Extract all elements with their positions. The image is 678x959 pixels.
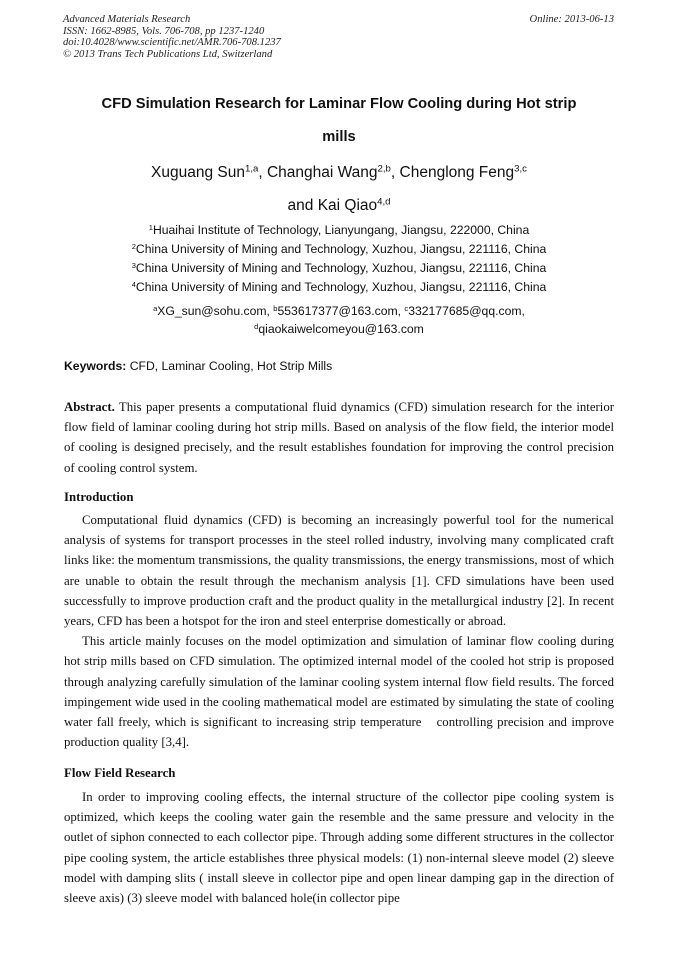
section-heading-flow-field: Flow Field Research [64, 766, 176, 780]
journal-header [63, 14, 281, 60]
author-separator: , [390, 164, 400, 181]
introduction-body [64, 510, 614, 752]
affiliation-sup: 1 [148, 222, 153, 232]
email-line-1 [30, 302, 648, 320]
affiliation-item [30, 240, 648, 259]
email-link[interactable]: 553617377@163.com, [277, 304, 405, 318]
author-name: Changhai Wang [266, 164, 378, 181]
author-list [30, 156, 648, 222]
email-sup: c [404, 303, 409, 313]
author-name: Chenglong Feng [399, 164, 515, 181]
affiliation-item [30, 221, 648, 240]
introduction-paragraph-2: This article mainly focuses on the model optimization and simulation of laminar flow cooling during hot strip mills based on CFD simulation. The optimized internal model of the cooled hot strip is proposed through analyzing carefully simulation of the laminar cooling system internal flow field results. The forced impingement wide used in the cooling mathematical model are estimated by simulating the state of cooling water fall freely, which is significant to increasing strip temperature controlling precision and improve production quality [3,4]. [64, 634, 614, 750]
email-link[interactable]: qiaokaiwelcomeyou@163.com [258, 322, 424, 336]
online-date: Online: 2013-06-13 [529, 14, 614, 25]
journal-copyright: © 2013 Trans Tech Publications Ltd, Switzerland [63, 48, 273, 60]
author-name: Kai Qiao [317, 197, 378, 214]
email-sup: a [153, 303, 158, 313]
email-link[interactable]: 332177685@qq.com, [408, 304, 525, 318]
journal-doi[interactable]: doi:10.4028/www.scientific.net/AMR.706-708.1237 [63, 37, 281, 49]
introduction-paragraph-1: Computational fluid dynamics (CFD) is becoming an increasingly powerful tool for the numerical analysis of systems for transport processes in the steel rolled industry, involving many complicated craft links like: the momentum transmissions, the quality transmissions, the energy transmissions, most of which are unable to obtain the result through the mechanism analysis [1]. CFD simulations have been used successfully to improve production craft and the product quality in the metallurgical industry [2]. In recent years, CFD has been a hotspot for the iron and steel enterprise domestically or abroad. [64, 513, 614, 629]
flow-field-body [64, 787, 614, 908]
keywords-text: CFD, Laminar Cooling, Hot Strip Mills [126, 359, 333, 373]
affiliation-sup: 3 [131, 260, 136, 270]
affiliation-item [30, 259, 648, 278]
affiliation-text: China University of Mining and Technology, Xuzhou, Jiangsu, 221116, China [135, 261, 547, 275]
email-list [30, 302, 648, 338]
paper-title-line-2: mills [322, 129, 356, 145]
abstract-paragraph [64, 397, 614, 478]
abstract-label: Abstract. [64, 400, 115, 414]
affiliation-sup: 2 [131, 241, 136, 251]
email-sup: d [254, 321, 259, 331]
affiliation-sup: 4 [131, 279, 136, 289]
affiliation-text: China University of Mining and Technology, Xuzhou, Jiangsu, 221116, China [135, 280, 547, 294]
author-affil-sup: 2,b [377, 163, 391, 175]
email-sup: b [273, 303, 278, 313]
journal-name: Advanced Materials Research [63, 14, 191, 25]
email-line-2 [30, 320, 648, 338]
section-heading-introduction: Introduction [64, 490, 134, 504]
flow-field-paragraph-1: In order to improving cooling effects, the internal structure of the collector pipe cooling system is optimized, which keeps the cooling water gain the resemble and the same pressure and velocity in the outlet of siphon connected to each collector pipe. Through adding some different structures in the collector pipe cooling system, the article establishes three physical models: (1) non-internal sleeve model (2) sleeve model with damping slits ( install sleeve in collector pipe and open linear damping gap in the direction of sleeve axis) (3) sleeve model with balanced hole(in collector pipe [64, 790, 614, 906]
paper-title [40, 88, 638, 154]
journal-issn: ISSN: 1662-8985, Vols. 706-708, pp 1237-1240 [63, 25, 265, 37]
keywords-line [64, 358, 332, 374]
author-affil-sup: 4,d [377, 196, 391, 208]
author-line-1 [30, 156, 648, 189]
affiliation-text: China University of Mining and Technology, Xuzhou, Jiangsu, 221116, China [135, 242, 547, 256]
paper-title-line-1: CFD Simulation Research for Laminar Flow Cooling during Hot strip [101, 96, 577, 112]
affiliation-item [30, 278, 648, 297]
author-prefix: and [287, 197, 318, 214]
affiliation-list [30, 221, 648, 297]
author-affil-sup: 3,c [514, 163, 527, 175]
keywords-label: Keywords: [64, 359, 127, 373]
email-link[interactable]: XG_sun@sohu.com, [157, 304, 274, 318]
author-line-2 [30, 189, 648, 222]
author-name: Xuguang Sun [151, 164, 245, 181]
author-separator: , [258, 164, 267, 181]
abstract-text: This paper presents a computational fluid dynamics (CFD) simulation research for the interior flow field of laminar cooling during hot strip mills. Based on analysis of the flow field, the interior model of cooling is designed precisely, and the result establishes foundation for improving the control precision of cooling control system. [64, 400, 614, 475]
author-affil-sup: 1,a [244, 163, 259, 175]
affiliation-text: Huaihai Institute of Technology, Lianyungang, Jiangsu, 222000, China [152, 223, 530, 237]
